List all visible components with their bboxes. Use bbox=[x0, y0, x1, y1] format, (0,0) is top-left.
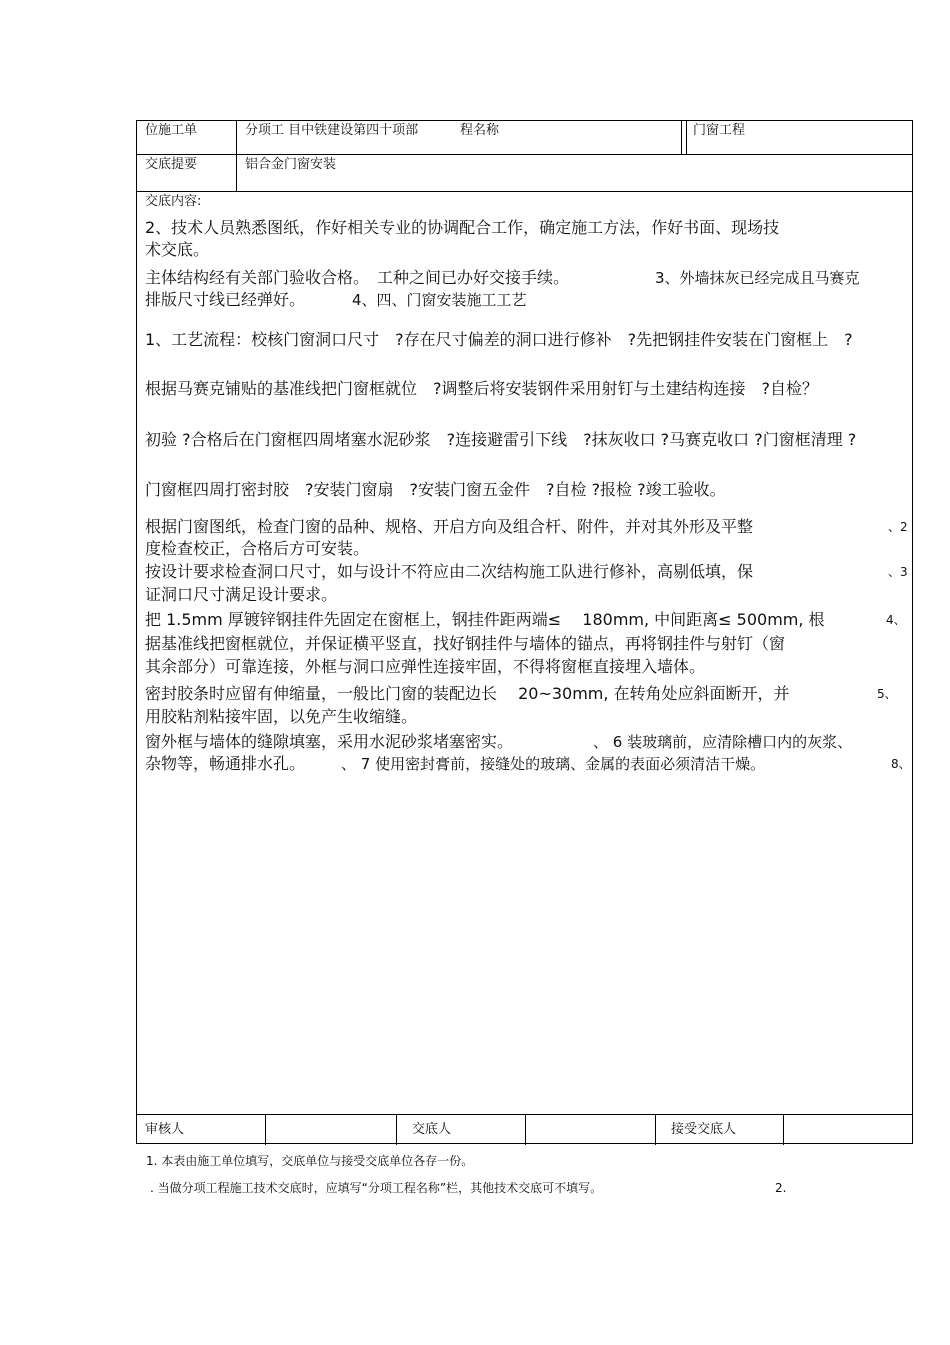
content-line: 把 1.5mm 厚镀锌钢挂件先固定在窗框上，钢挂件距两端≤ 180mm, 中间距离≤ 500mm, 根 bbox=[145, 610, 825, 629]
content-inline: 5、 bbox=[877, 687, 897, 701]
discloser-label: 交底人 bbox=[412, 1122, 452, 1137]
summary-label: 交底提要 bbox=[145, 157, 198, 172]
content-line: 据基准线把窗框就位，并保证横平竖直，找好钢挂件与墙体的锚点，再将钢挂件与射钉（窗 bbox=[145, 634, 786, 653]
project-label: 分项工 目中铁建设第四十项部 bbox=[245, 123, 419, 138]
content-inline: 、3 bbox=[888, 565, 908, 579]
reviewer-label: 审核人 bbox=[145, 1122, 185, 1137]
col-divider bbox=[396, 1114, 397, 1145]
content-line: 2、技术人员熟悉图纸，作好相关专业的协调配合工作，确定施工方法，作好书面、现场技 bbox=[145, 218, 780, 237]
content-line: 密封胶条时应留有伸缩量，一般比门窗的装配边长 20~30mm, 在转角处应斜面断开，并 bbox=[145, 684, 790, 703]
content-inline: 、2 bbox=[888, 520, 908, 534]
name-value: 门窗工程 bbox=[693, 123, 746, 138]
receiver-label: 接受交底人 bbox=[671, 1122, 737, 1137]
note-2: . 当做分项工程施工技术交底时，应填写“分项工程名称”栏，其他技术交底可不填写。 bbox=[150, 1181, 603, 1195]
content-inline: 4、 bbox=[886, 613, 906, 627]
content-line: 术交底。 bbox=[145, 240, 210, 259]
content-line: 窗外框与墙体的缝隙填塞，采用水泥砂浆堵塞密实。 bbox=[145, 732, 514, 751]
col-divider bbox=[265, 1114, 266, 1145]
note-1: 1. 本表由施工单位填写，交底单位与接受交底单位各存一份。 bbox=[146, 1154, 474, 1168]
content-line: 初验 ?合格后在门窗框四周堵塞水泥砂浆 ?连接避雷引下线 ?抹灰收口 ?马赛克收口 ?门窗框清理 ? bbox=[145, 430, 857, 449]
content-heading: 交底内容: bbox=[145, 194, 202, 209]
content-inline: 8、 bbox=[891, 757, 911, 771]
col-divider bbox=[655, 1114, 656, 1145]
content-inline: 4、四、门窗安装施工工艺 bbox=[352, 291, 527, 309]
name-label: 程名称 bbox=[460, 123, 500, 138]
content-line: 用胶粘剂粘接牢固，以免产生收缩缝。 bbox=[145, 707, 418, 726]
col-divider bbox=[783, 1114, 784, 1145]
content-line: 主体结构经有关部门验收合格。 工种之间已办好交接手续。 bbox=[145, 268, 578, 287]
content-line: 门窗框四周打密封胶 ?安装门窗扇 ?安装门窗五金件 ?自检 ?报检 ?竣工验收。 bbox=[145, 480, 726, 499]
row-divider bbox=[137, 191, 912, 192]
content-line: 杂物等，畅通排水孔。 bbox=[145, 754, 306, 773]
summary-value: 铝合金门窗安装 bbox=[245, 157, 337, 172]
content-line: 根据马赛克铺贴的基准线把门窗框就位 ?调整后将安装钢件采用射钉与土建结构连接 ?自检？ bbox=[145, 379, 818, 398]
content-line: 度检查校正，合格后方可安装。 bbox=[145, 539, 370, 558]
content-line: 根据门窗图纸，检查门窗的品种、规格、开启方向及组合杆、附件，并对其外形及平整 bbox=[145, 517, 754, 536]
unit-label: 位施工单 bbox=[145, 123, 198, 138]
content-inline: 、 7 使用密封膏前，接缝处的玻璃、金属的表面必须清洁干燥。 bbox=[341, 755, 766, 773]
row-divider bbox=[137, 154, 912, 155]
content-line: 1、工艺流程：校核门窗洞口尺寸 ?存在尺寸偏差的洞口进行修补 ?先把钢挂件安装在门窗框上 ? bbox=[145, 330, 853, 349]
disclosure-form bbox=[136, 120, 913, 1144]
content-inline: 3、外墙抹灰已经完成且马赛克 bbox=[655, 269, 860, 287]
content-line: 排版尺寸线已经弹好。 bbox=[145, 290, 314, 309]
content-line: 证洞口尺寸满足设计要求。 bbox=[145, 585, 338, 604]
content-inline: 、 6 装玻璃前，应清除槽口内的灰浆、 bbox=[593, 733, 853, 751]
col-divider bbox=[525, 1114, 526, 1145]
content-line: 其余部分）可靠连接，外框与洞口应弹性连接牢固，不得将窗框直接埋入墙体。 bbox=[145, 657, 706, 676]
col-divider bbox=[681, 121, 682, 154]
content-line: 按设计要求检查洞口尺寸，如与设计不符应由二次结构施工队进行修补，高剔低填，保 bbox=[145, 562, 754, 581]
note-2-number: 2. bbox=[775, 1181, 787, 1195]
col-divider bbox=[236, 121, 237, 191]
col-divider bbox=[686, 121, 687, 154]
